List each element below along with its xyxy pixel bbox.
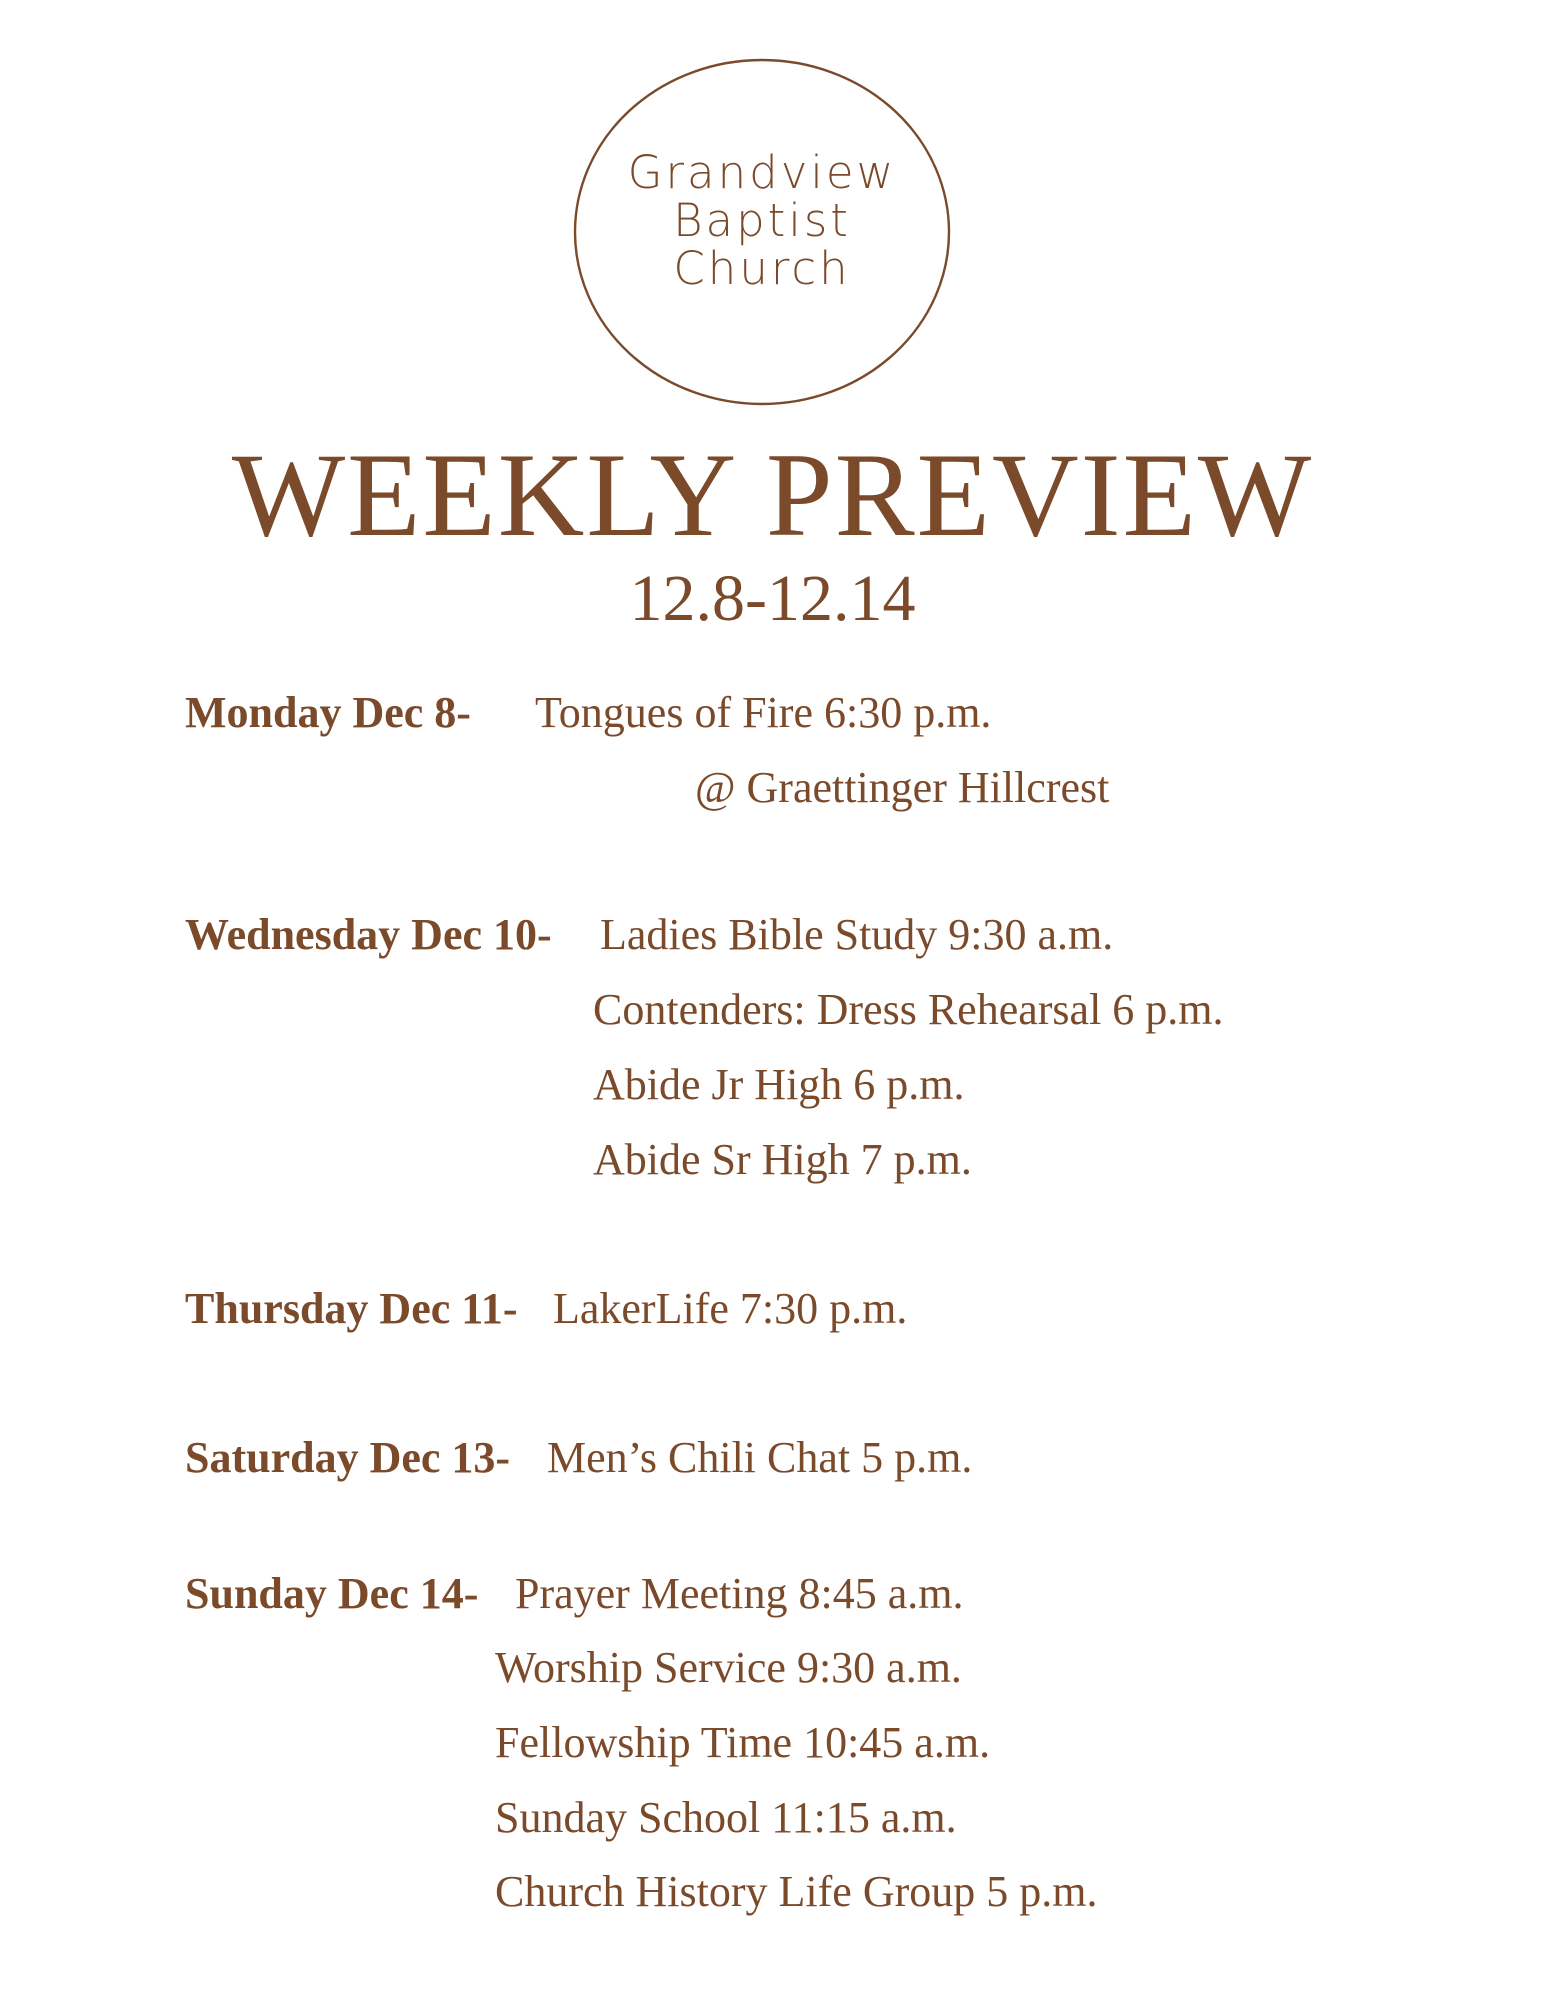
event-item: Fellowship Time 10:45 a.m. xyxy=(495,1718,991,1767)
day-label-sunday: Sunday Dec 14- xyxy=(185,1569,479,1618)
event-item: Abide Sr High 7 p.m. xyxy=(593,1135,972,1184)
event-item: Worship Service 9:30 a.m. xyxy=(495,1643,962,1692)
logo-line-3: Church xyxy=(673,242,851,295)
event-item: Prayer Meeting 8:45 a.m. xyxy=(515,1569,964,1618)
day-label-wednesday: Wednesday Dec 10- xyxy=(185,910,552,959)
day-label-saturday: Saturday Dec 13- xyxy=(185,1433,511,1482)
event-item: Contenders: Dress Rehearsal 6 p.m. xyxy=(593,985,1224,1034)
event-item: Ladies Bible Study 9:30 a.m. xyxy=(600,910,1114,959)
event-item: Church History Life Group 5 p.m. xyxy=(495,1867,1098,1916)
event-item: Men’s Chili Chat 5 p.m. xyxy=(547,1433,973,1482)
page-title: WEEKLY PREVIEW xyxy=(231,428,1314,561)
logo-line-2: Baptist xyxy=(673,194,851,247)
day-label-thursday: Thursday Dec 11- xyxy=(185,1284,518,1333)
event-item: Sunday School 11:15 a.m. xyxy=(495,1793,957,1842)
event-item: Abide Jr High 6 p.m. xyxy=(593,1060,965,1109)
church-logo xyxy=(566,53,958,411)
date-range: 12.8-12.14 xyxy=(629,562,916,635)
logo-line-1: Grandview xyxy=(627,146,897,199)
event-item: Tongues of Fire 6:30 p.m. xyxy=(535,688,992,737)
event-item: LakerLife 7:30 p.m. xyxy=(553,1284,908,1333)
event-item: @ Graettinger Hillcrest xyxy=(695,763,1110,812)
day-label-monday: Monday Dec 8- xyxy=(185,688,471,737)
logo-text xyxy=(566,146,958,295)
